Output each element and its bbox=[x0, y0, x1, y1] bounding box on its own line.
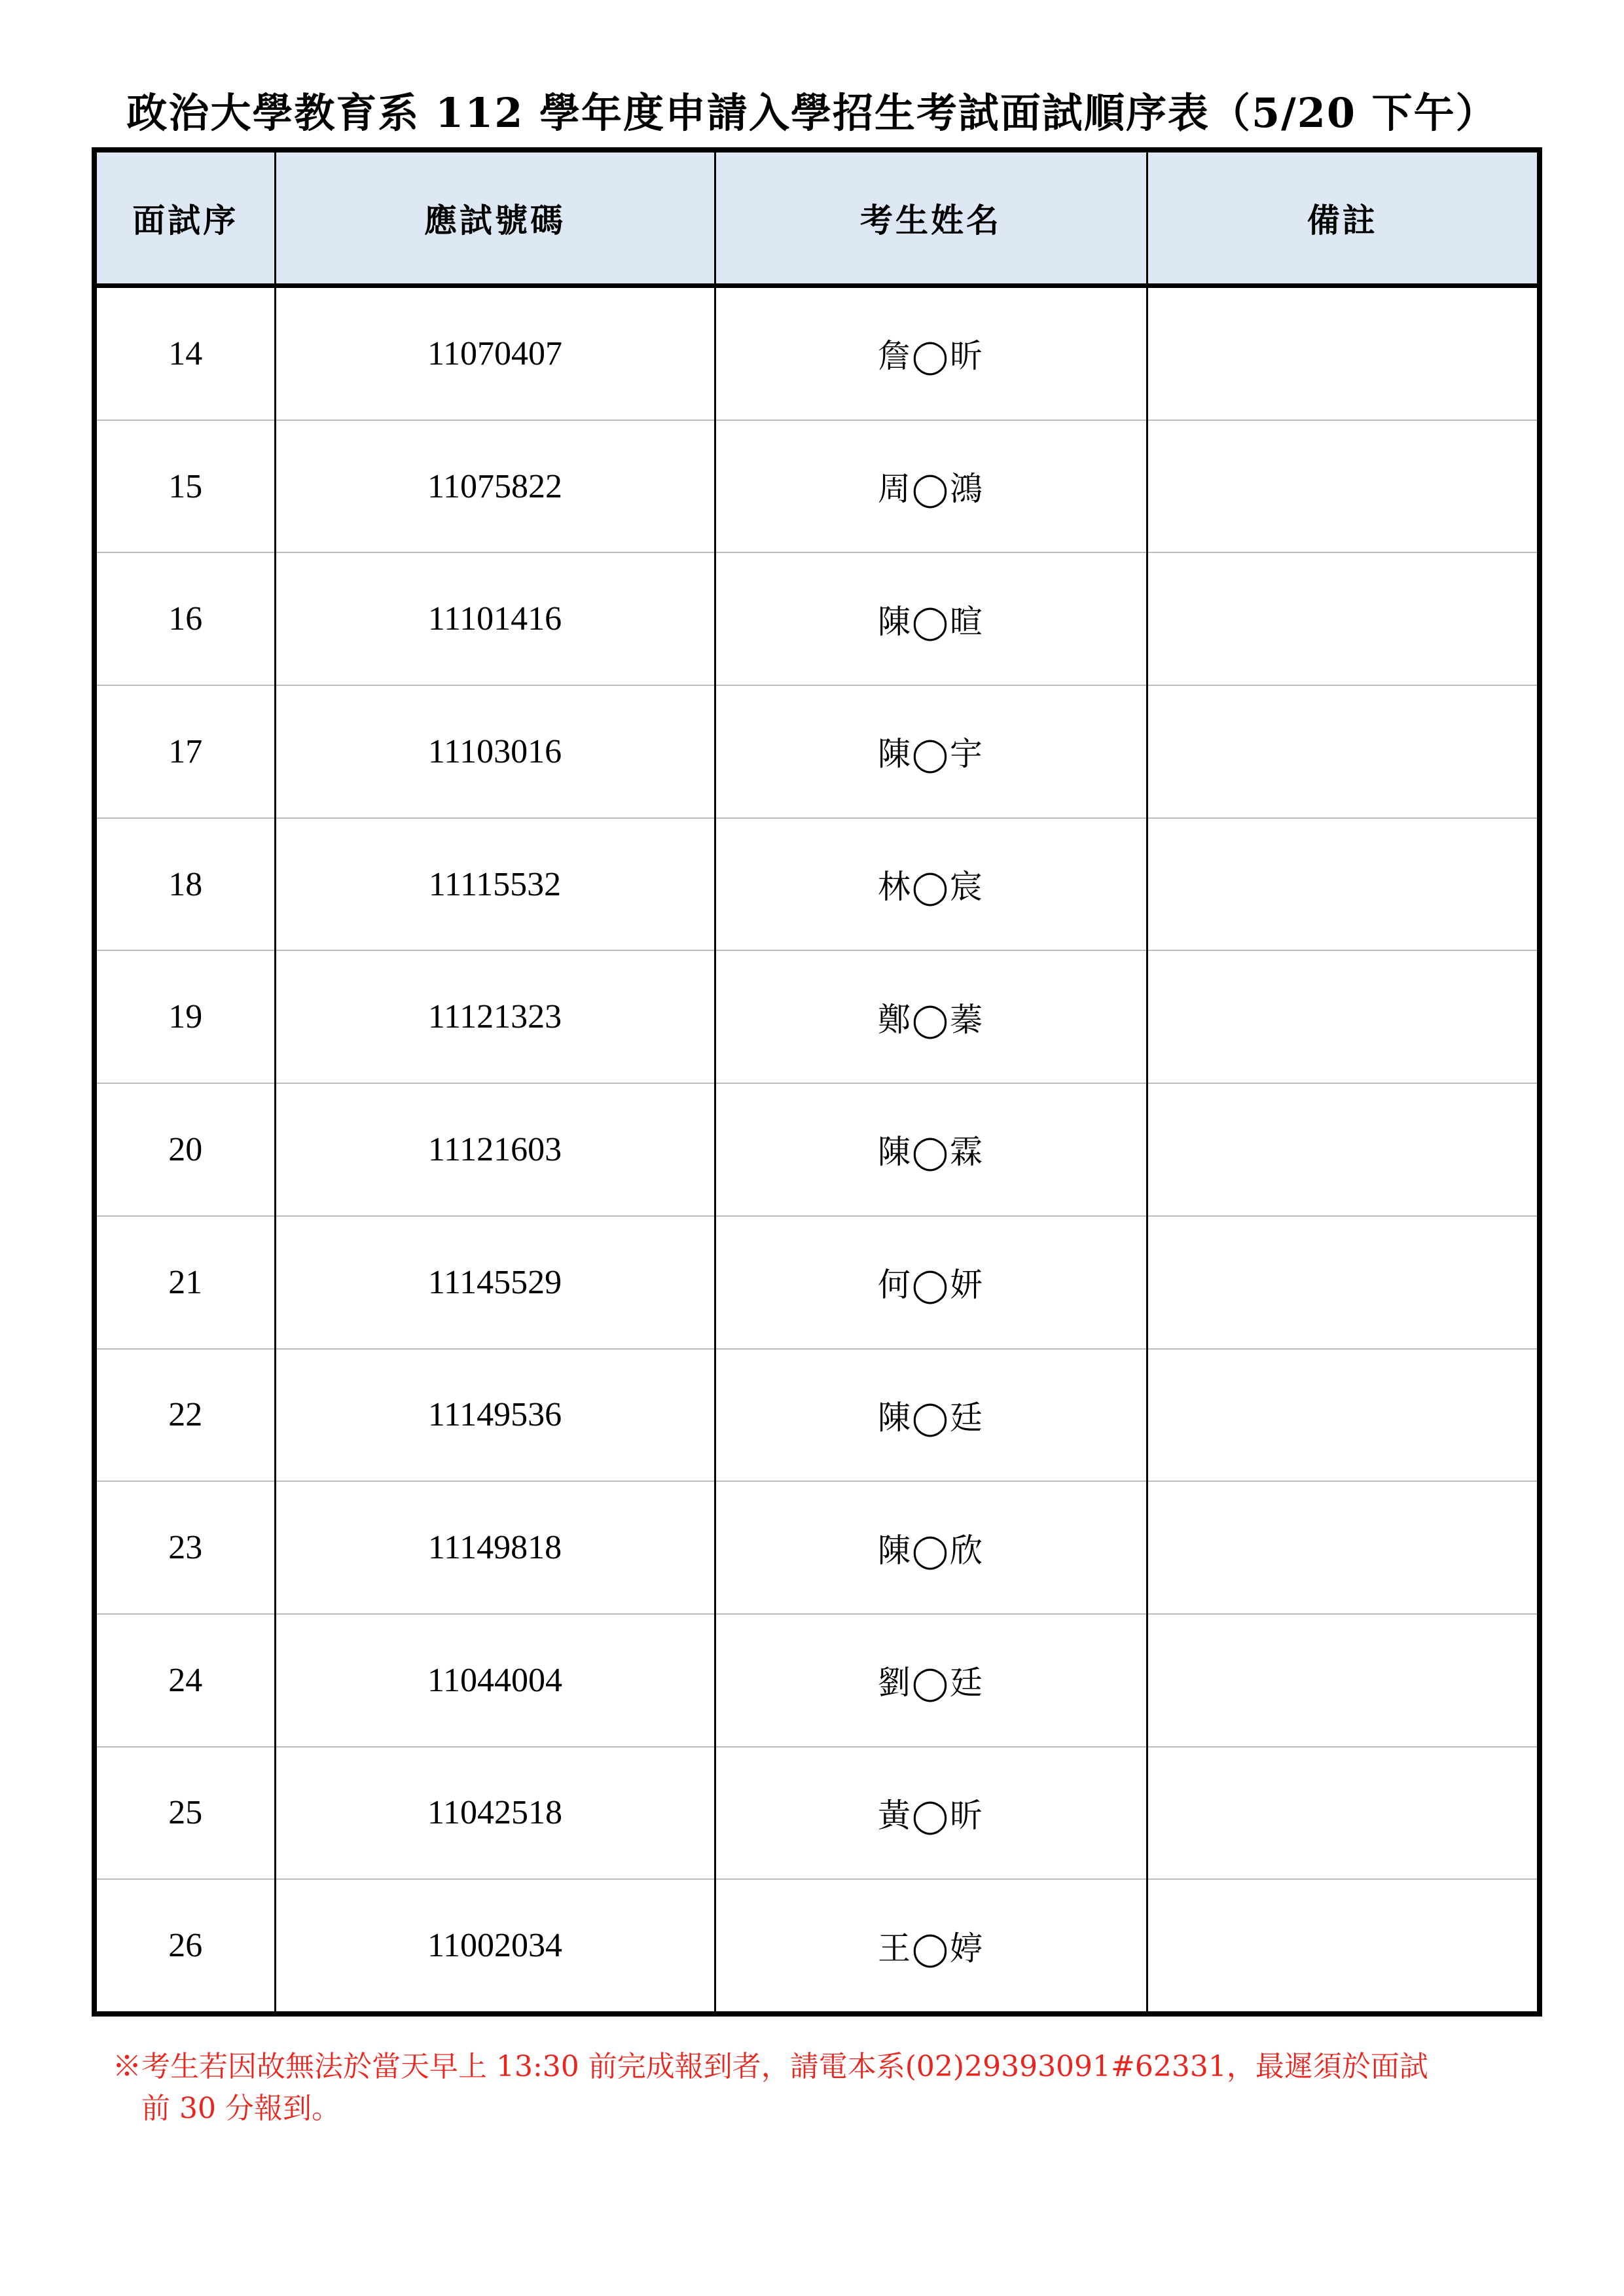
cell-exam-number: 11115532 bbox=[275, 818, 715, 951]
cell-remark bbox=[1147, 1614, 1540, 1747]
registration-note bbox=[113, 2046, 1540, 2130]
cell-order: 15 bbox=[94, 420, 275, 553]
cell-candidate-name: 詹◯昕 bbox=[715, 286, 1147, 420]
cell-exam-number: 11044004 bbox=[275, 1614, 715, 1747]
cell-order: 26 bbox=[94, 1879, 275, 2014]
cell-candidate-name: 黃◯昕 bbox=[715, 1747, 1147, 1880]
cell-exam-number: 11042518 bbox=[275, 1747, 715, 1880]
cell-candidate-name: 王◯婷 bbox=[715, 1879, 1147, 2014]
cell-candidate-name: 陳◯欣 bbox=[715, 1481, 1147, 1614]
cell-exam-number: 11103016 bbox=[275, 685, 715, 818]
cell-exam-number: 11075822 bbox=[275, 420, 715, 553]
cell-remark bbox=[1147, 1083, 1540, 1216]
cell-remark bbox=[1147, 1879, 1540, 2014]
cell-order: 24 bbox=[94, 1614, 275, 1747]
cell-remark bbox=[1147, 420, 1540, 553]
cell-exam-number: 11121323 bbox=[275, 950, 715, 1083]
cell-order: 20 bbox=[94, 1083, 275, 1216]
cell-remark bbox=[1147, 286, 1540, 420]
table-row bbox=[94, 286, 1540, 420]
table-row bbox=[94, 950, 1540, 1083]
table-header-row bbox=[94, 150, 1540, 286]
cell-remark bbox=[1147, 685, 1540, 818]
cell-candidate-name: 周◯鴻 bbox=[715, 420, 1147, 553]
interview-schedule-table bbox=[92, 147, 1542, 2017]
table-row bbox=[94, 552, 1540, 685]
cell-order: 21 bbox=[94, 1216, 275, 1349]
table-row bbox=[94, 1083, 1540, 1216]
cell-exam-number: 11002034 bbox=[275, 1879, 715, 2014]
table-row bbox=[94, 1747, 1540, 1880]
cell-candidate-name: 陳◯霖 bbox=[715, 1083, 1147, 1216]
cell-remark bbox=[1147, 1747, 1540, 1880]
cell-order: 19 bbox=[94, 950, 275, 1083]
table-row bbox=[94, 818, 1540, 951]
table-row bbox=[94, 1879, 1540, 2014]
cell-order: 23 bbox=[94, 1481, 275, 1614]
cell-remark bbox=[1147, 552, 1540, 685]
cell-remark bbox=[1147, 1349, 1540, 1482]
cell-remark bbox=[1147, 1216, 1540, 1349]
table-row bbox=[94, 1216, 1540, 1349]
cell-exam-number: 11149536 bbox=[275, 1349, 715, 1482]
cell-exam-number: 11101416 bbox=[275, 552, 715, 685]
cell-order: 16 bbox=[94, 552, 275, 685]
cell-exam-number: 11145529 bbox=[275, 1216, 715, 1349]
cell-order: 25 bbox=[94, 1747, 275, 1880]
cell-candidate-name: 林◯宸 bbox=[715, 818, 1147, 951]
cell-remark bbox=[1147, 950, 1540, 1083]
header-candidate-name: 考生姓名 bbox=[715, 150, 1147, 286]
table-row bbox=[94, 1481, 1540, 1614]
table-row bbox=[94, 685, 1540, 818]
note-line-1: ※考生若因故無法於當天早上 13:30 前完成報到者，請電本系(02)29393091#62331，最遲須於面試 bbox=[113, 2050, 1428, 2083]
cell-candidate-name: 鄭◯蓁 bbox=[715, 950, 1147, 1083]
header-interview-order: 面試序 bbox=[94, 150, 275, 286]
cell-remark bbox=[1147, 1481, 1540, 1614]
header-remarks: 備註 bbox=[1147, 150, 1540, 286]
cell-order: 18 bbox=[94, 818, 275, 951]
page-title: 政治大學教育系 112 學年度申請入學招生考試面試順序表（5/20 下午） bbox=[126, 89, 1498, 137]
cell-candidate-name: 何◯妍 bbox=[715, 1216, 1147, 1349]
cell-exam-number: 11149818 bbox=[275, 1481, 715, 1614]
cell-order: 22 bbox=[94, 1349, 275, 1482]
note-line-2: 前 30 分報到。 bbox=[141, 2092, 340, 2125]
cell-candidate-name: 陳◯宇 bbox=[715, 685, 1147, 818]
table-row bbox=[94, 420, 1540, 553]
cell-candidate-name: 陳◯暄 bbox=[715, 552, 1147, 685]
table-row bbox=[94, 1614, 1540, 1747]
header-exam-number: 應試號碼 bbox=[275, 150, 715, 286]
cell-remark bbox=[1147, 818, 1540, 951]
cell-candidate-name: 陳◯廷 bbox=[715, 1349, 1147, 1482]
cell-exam-number: 11121603 bbox=[275, 1083, 715, 1216]
table-row bbox=[94, 1349, 1540, 1482]
cell-order: 17 bbox=[94, 685, 275, 818]
cell-exam-number: 11070407 bbox=[275, 286, 715, 420]
cell-candidate-name: 劉◯廷 bbox=[715, 1614, 1147, 1747]
cell-order: 14 bbox=[94, 286, 275, 420]
